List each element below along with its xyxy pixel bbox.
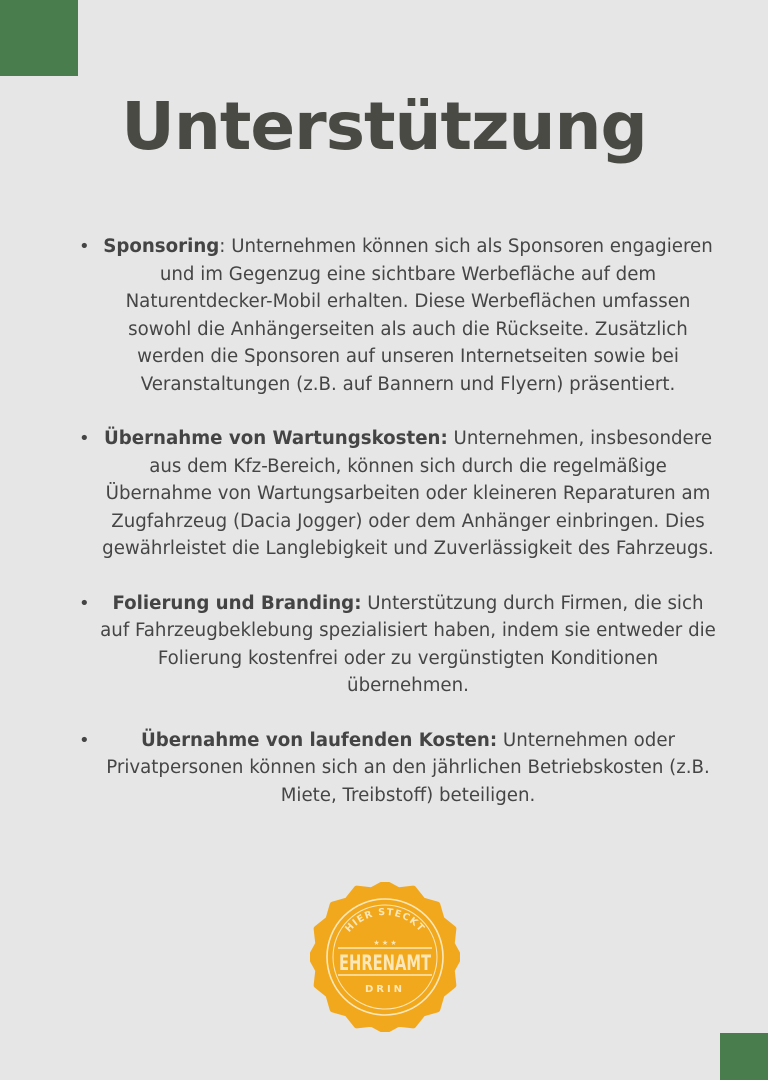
- bullet-icon: •: [79, 428, 90, 449]
- item-text: Unternehmen oder Privatpersonen können sich an den jährlichen Betriebskosten (z.B. Miete, Treibstoff) beteiligen.: [106, 729, 710, 806]
- item-text: Unternehmen können sich als Sponsoren engagieren und im Gegenzug eine sichtbare Werbefläche auf dem Naturentdecker-Mobil erhalten. Diese Werbeflächen umfassen sowohl die Anhängerseiten als auch die Rückseite. Zusätzlich werden die Sponsoren auf unseren Internetseiten sowie bei Veranstaltungen (z.B. auf Bannern und Flyern) präsentiert.: [125, 236, 713, 395]
- seal-bottom-text: DRIN: [364, 984, 406, 995]
- item-term: Sponsoring: [103, 236, 220, 257]
- corner-accent-top-left: [0, 0, 78, 76]
- item-text: Unterstützung durch Firmen, die sich auf Fahrzeugbeklebung spezialisiert haben, indem sie entweder die Folierung kostenfrei oder zu vergünstigten Konditionen übernehmen.: [100, 592, 716, 696]
- seal-top-text: HIER STECKT: [343, 906, 427, 935]
- bullet-icon: •: [79, 729, 90, 751]
- support-list: [76, 233, 716, 836]
- item-separator: :: [219, 236, 226, 257]
- item-text: Unternehmen, insbesondere aus dem Kfz-Bereich, können sich durch die regelmäßige Übernahme von Wartungsarbeiten oder kleineren Reparaturen am Zugfahrzeug (Dacia Jogger) oder dem Anhänger einbringen. Dies gewährleistet die Langlebigkeit und Zuverlässigkeit des Fahrzeugs.: [102, 428, 714, 559]
- list-item-laufende-kosten: [76, 727, 716, 810]
- seal-stars: ★ ★ ★: [373, 939, 397, 947]
- bullet-icon: •: [79, 236, 90, 257]
- ehrenamt-seal-icon: [310, 882, 460, 1032]
- item-term: Folierung und Branding:: [112, 592, 362, 614]
- page-title: Unterstützung: [121, 88, 647, 165]
- list-item-wartungskosten: [76, 425, 716, 563]
- corner-accent-bottom-right: [720, 1033, 768, 1080]
- list-item-folierung: [76, 590, 716, 700]
- bullet-icon: •: [79, 592, 90, 614]
- item-term: Übernahme von Wartungskosten:: [103, 428, 448, 449]
- list-item-sponsoring: [76, 233, 716, 398]
- seal-main-text: EHRENAMT: [339, 951, 432, 975]
- item-term: Übernahme von laufenden Kosten:: [140, 729, 498, 751]
